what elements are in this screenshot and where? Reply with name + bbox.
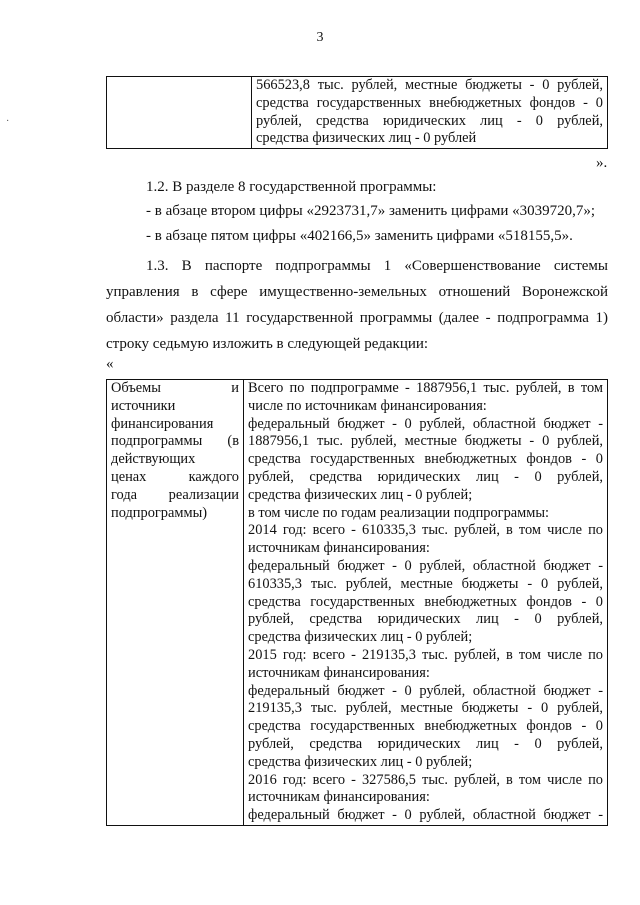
table2-left-line: Объемы и: [111, 380, 239, 396]
previous-table-fragment: [106, 76, 608, 149]
table2-left-line: подпрограммы (в: [111, 433, 239, 450]
table2-right-line: средства государственных внебюджетных фондов - 0: [248, 593, 603, 610]
paragraph-1-3: 1.3. В паспорте подпрограммы 1 «Совершенствование системы управления в сфере имущественно-земельных отношений Воронежской области» раздела 11 государственной программы (далее - подпрограмма 1) строку седьмую изложить в следующей редакции:: [106, 258, 608, 352]
table2-right-line: средства физических лиц - 0 рублей;: [248, 629, 473, 646]
table2-right-line: федеральный бюджет - 0 рублей, областной бюджет -: [248, 807, 603, 824]
table2-right-line: источникам финансирования:: [248, 540, 430, 557]
table1-line: средства государственных внебюджетных фондов - 0: [256, 94, 603, 111]
table2-left-cell: [107, 380, 244, 826]
paragraph-1-2: 1.2. В разделе 8 государственной программы:: [146, 179, 437, 195]
table2-right-line: рублей, средства юридических лиц - 0 рублей,: [248, 468, 603, 485]
table2-right-line: 610335,3 тыс. рублей, местные бюджеты - 0 рублей,: [248, 575, 603, 592]
margin-mark: ·: [6, 116, 10, 127]
page-number: 3: [316, 30, 324, 45]
bullet-1: - в абзаце втором цифры «2923731,7» заменить цифрами «3039720,7»;: [146, 203, 596, 219]
table2-right-line: 2016 год: всего - 327586,5 тыс. рублей, в том числе по: [248, 771, 603, 788]
table2-left-line: года реализации: [111, 486, 239, 503]
table1-right-cell: [252, 77, 608, 149]
table2-right-line: федеральный бюджет - 0 рублей, областной бюджет -: [248, 682, 603, 699]
table2-left-line: ценах каждого: [111, 468, 239, 485]
table2-right-line: рублей, средства юридических лиц - 0 рублей,: [248, 735, 603, 752]
table2-right-line: средства государственных внебюджетных фондов - 0: [248, 718, 603, 735]
table1-line: средства физических лиц - 0 рублей: [256, 130, 477, 147]
table2-right-cell: [244, 380, 608, 826]
table2-left-line: финансирования: [111, 415, 214, 432]
table1-line: 566523,8 тыс. рублей, местные бюджеты - 0 рублей,: [256, 77, 603, 93]
table2-right-line: 1887956,1 тыс. рублей, местные бюджеты - 0 рублей,: [248, 433, 603, 450]
table2-right-line: источникам финансирования:: [248, 789, 430, 806]
table2-right-line: 2014 год: всего - 610335,3 тыс. рублей, в том числе по: [248, 522, 603, 539]
table2-left-line: действующих: [111, 451, 196, 468]
subprogram-funding-table: [106, 379, 608, 826]
table2-right-line: 2015 год: всего - 219135,3 тыс. рублей, в том числе по: [248, 646, 603, 663]
table1-left-cell: [107, 77, 252, 149]
table2-right-line: федеральный бюджет - 0 рублей, областной бюджет -: [248, 557, 603, 574]
opening-quote: «: [106, 356, 114, 372]
table2-left-line: подпрограммы): [111, 504, 208, 521]
table2-left-line: источники: [111, 397, 176, 414]
table2-right-line: средства физических лиц - 0 рублей;: [248, 753, 473, 770]
table2-right-line: рублей, средства юридических лиц - 0 рублей,: [248, 611, 603, 628]
table2-right-line: источникам финансирования:: [248, 664, 430, 681]
table1-line: рублей, средства юридических лиц - 0 рублей,: [256, 112, 603, 129]
table2-right-line: числе по источникам финансирования:: [248, 397, 487, 414]
closing-quote: ».: [596, 155, 608, 171]
table2-right-line: Всего по подпрограмме - 1887956,1 тыс. рублей, в том: [248, 380, 603, 396]
table2-right-line: федеральный бюджет - 0 рублей, областной бюджет -: [248, 415, 603, 432]
table2-right-line: в том числе по годам реализации подпрограммы:: [248, 504, 550, 521]
bullet-2: - в абзаце пятом цифры «402166,5» заменить цифрами «518155,5».: [146, 228, 573, 244]
table2-right-line: средства государственных внебюджетных фондов - 0: [248, 451, 603, 468]
table2-right-line: средства физических лиц - 0 рублей;: [248, 486, 473, 503]
table2-right-line: 219135,3 тыс. рублей, местные бюджеты - 0 рублей,: [248, 700, 603, 717]
